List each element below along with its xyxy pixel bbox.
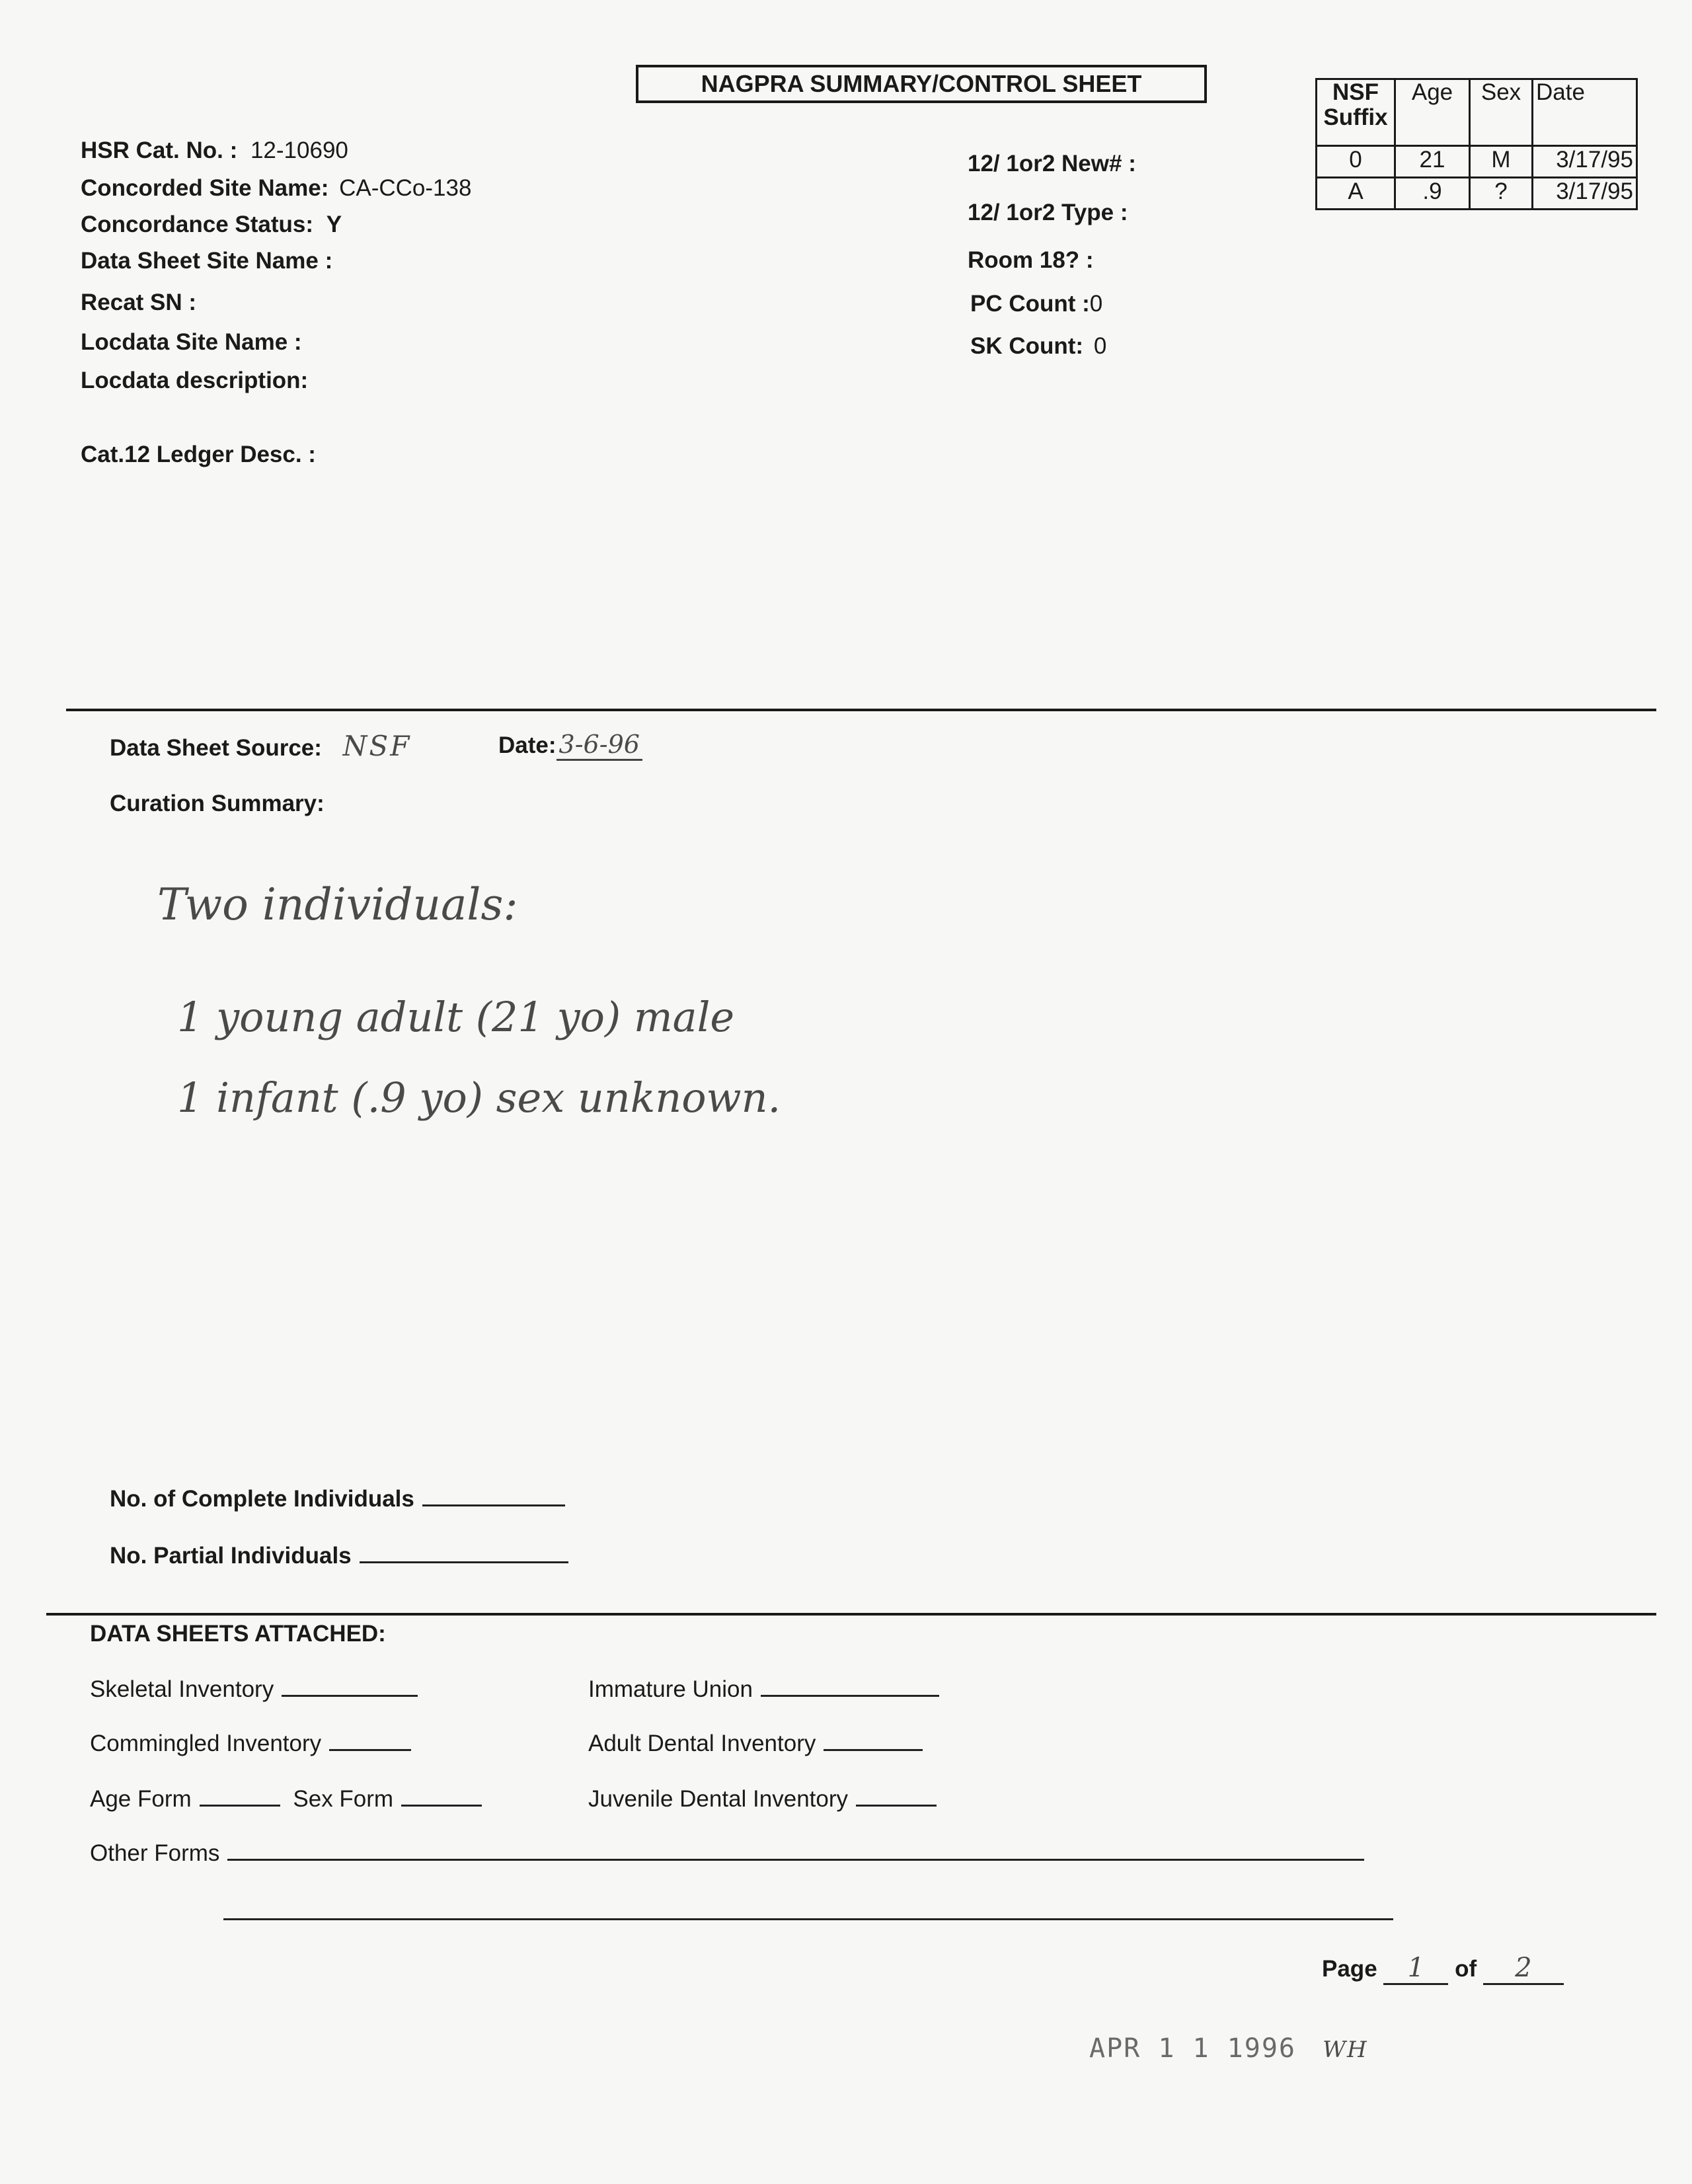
curation-summary-label: Curation Summary: [110,791,325,816]
nsf-table-header-row [1317,79,1637,146]
hsr-cat-no-value: 12-10690 [250,137,348,163]
concorded-site-name-value: CA-CCo-138 [339,175,472,201]
room-18-field [968,247,1094,274]
table-cell: ? [1470,178,1533,210]
recat-sn-field [81,290,196,316]
data-sheet-site-name-label: Data Sheet Site Name : [81,248,333,274]
recat-sn-label: Recat SN : [81,290,197,315]
locdata-description-label: Locdata description: [81,368,309,393]
skeletal-inventory-field [90,1676,418,1703]
other-forms-blank [227,1856,1364,1861]
locdata-site-name-field [81,329,302,356]
adult-dental-inventory-label: Adult Dental Inventory [588,1731,816,1756]
adult-dental-inventory-blank [824,1746,923,1751]
type-field [968,200,1128,226]
table-cell: M [1470,146,1533,178]
juvenile-dental-inventory-field [588,1786,937,1813]
source-date-field [498,730,642,759]
sex-form-label: Sex Form [293,1786,394,1812]
partial-individuals-label: No. Partial Individuals [110,1543,352,1569]
sk-count-label: SK Count: [970,333,1084,359]
adult-dental-inventory-field [588,1731,923,1757]
data-sheets-attached-heading: DATA SHEETS ATTACHED: [90,1621,386,1647]
age-header: Age [1395,79,1470,146]
stamp-date: APR 1 1 1996 [1089,2033,1296,2064]
concordance-status-label: Concordance Status: [81,212,313,237]
concorded-site-name-field [81,175,471,202]
other-forms-field [90,1840,1364,1867]
page-number-field [1322,1953,1564,1985]
immature-union-field [588,1676,939,1703]
age-form-field [90,1786,482,1813]
juvenile-dental-inventory-blank [856,1802,937,1807]
partial-individuals-field [110,1543,568,1569]
table-row [1317,146,1637,178]
table-cell: A [1317,178,1395,210]
curation-line: 1 infant (.9 yo) sex unknown. [177,1073,781,1122]
age-form-label: Age Form [90,1786,192,1812]
data-sheet-source-value: NSF [342,730,412,762]
table-cell: 3/17/95 [1533,178,1637,210]
page-number-value: 1 [1383,1953,1448,1985]
pc-count-value: 0 [1089,291,1103,317]
locdata-description-field [81,368,308,394]
source-date-label: Date: [498,732,557,758]
new-number-label: 12/ 1or2 New# : [968,151,1136,176]
sex-header: Sex [1470,79,1533,146]
partial-individuals-blank [360,1559,568,1563]
skeletal-inventory-blank [282,1692,418,1697]
complete-individuals-label: No. of Complete Individuals [110,1486,414,1512]
nsf-suffix-header: NSF Suffix [1317,79,1395,146]
sk-count-field [970,333,1106,360]
immature-union-blank [761,1692,939,1697]
complete-individuals-blank [422,1502,565,1506]
page-label: Page [1322,1956,1377,1982]
table-cell: 0 [1317,146,1395,178]
new-number-field [968,151,1136,177]
table-row [1317,178,1637,210]
ledger-desc-field [81,442,316,468]
complete-individuals-field [110,1486,565,1512]
other-forms-blank-line-2 [223,1918,1393,1920]
curation-line: 1 young adult (21 yo) male [177,993,735,1041]
page-total-value: 2 [1483,1953,1564,1985]
table-cell: .9 [1395,178,1470,210]
stamp-initials: WH [1323,2037,1368,2063]
data-sheet-source-field [110,730,411,762]
type-label: 12/ 1or2 Type : [968,200,1128,225]
commingled-inventory-blank [329,1746,411,1751]
date-header: Date [1533,79,1637,146]
other-forms-label: Other Forms [90,1840,220,1866]
commingled-inventory-label: Commingled Inventory [90,1731,322,1756]
curation-line: Two individuals: [157,879,518,930]
of-label: of [1455,1956,1477,1982]
sex-form-blank [401,1802,482,1807]
ledger-desc-label: Cat.12 Ledger Desc. : [81,442,316,467]
hsr-cat-no-field [81,137,348,164]
nsf-table [1315,78,1638,210]
section-divider [46,1613,1656,1616]
locdata-site-name-label: Locdata Site Name : [81,329,302,355]
pc-count-field [970,291,1102,317]
age-form-blank [200,1802,280,1807]
concorded-site-name-label: Concorded Site Name: [81,175,329,201]
skeletal-inventory-label: Skeletal Inventory [90,1676,274,1702]
form-title: NAGPRA SUMMARY/CONTROL SHEET [636,65,1207,103]
sk-count-value: 0 [1093,333,1107,359]
data-sheet-site-name-field [81,248,332,274]
source-date-value: 3-6-96 [557,730,642,761]
concordance-status-field [81,212,342,238]
pc-count-label: PC Count : [970,291,1090,317]
juvenile-dental-inventory-label: Juvenile Dental Inventory [588,1786,848,1812]
immature-union-label: Immature Union [588,1676,753,1702]
received-date-stamp [1089,2033,1368,2064]
commingled-inventory-field [90,1731,411,1757]
room-18-label: Room 18? : [968,247,1094,273]
concordance-status-value: Y [326,212,342,237]
hsr-cat-no-label: HSR Cat. No. : [81,137,238,163]
table-cell: 3/17/95 [1533,146,1637,178]
table-cell: 21 [1395,146,1470,178]
section-divider [66,709,1656,711]
data-sheet-source-label: Data Sheet Source: [110,735,322,761]
